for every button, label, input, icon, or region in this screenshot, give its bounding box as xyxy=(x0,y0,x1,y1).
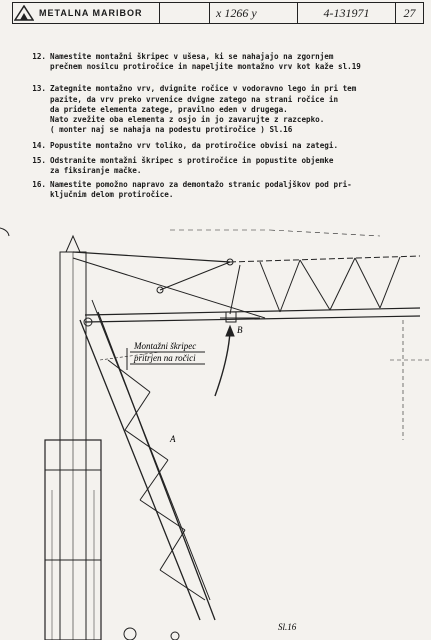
instruction-item: 15. Odstranite montažni škripec s protiročice in popustite objemke za fiksiranje mačke. xyxy=(32,155,334,175)
label-a: A xyxy=(170,434,176,444)
instruction-item: 16. Namestite pomožno napravo za demontažo stranic podaljškov pod pri- ključnim delom protiročice. xyxy=(32,180,352,200)
header-drawing-number: x 1266 y xyxy=(209,3,297,23)
annotation-pulley-line2: pritrjen na ročici xyxy=(134,353,196,363)
annotation-pulley-line1: Montažni škripec xyxy=(134,341,197,351)
label-b: B xyxy=(237,325,243,335)
header-page-number: 27 xyxy=(395,3,423,23)
instruction-item: 14. Popustite montažno vrv toliko, da protiročice obvisi na zategi. xyxy=(32,141,339,151)
instruction-item: 13. Zategnite montažno vrv, dvignite ročice v vodoravno lego in pri tem pazite, da vrv preko vrvenice dvigne zatego na strani ročice in da pridete elementa zatege, pravilno eden v drugega. Nato zvežite oba elementa z osjo in jo zavarujte z razcepko. ( monter naj se nahaja na podestu protiročice ) Sl.16 xyxy=(32,84,357,135)
company-name: METALNA MARIBOR xyxy=(39,8,143,18)
header-document-number: 4-131971 xyxy=(297,3,395,23)
figure-caption: Sl.16 xyxy=(278,622,297,632)
instruction-item: 12. Namestite montažni škripec v ušesa, ki se nahajajo na zgornjem prečnem nosilcu protiročice in napeljite montažno vrv kot kaže sl.19 xyxy=(32,52,361,72)
